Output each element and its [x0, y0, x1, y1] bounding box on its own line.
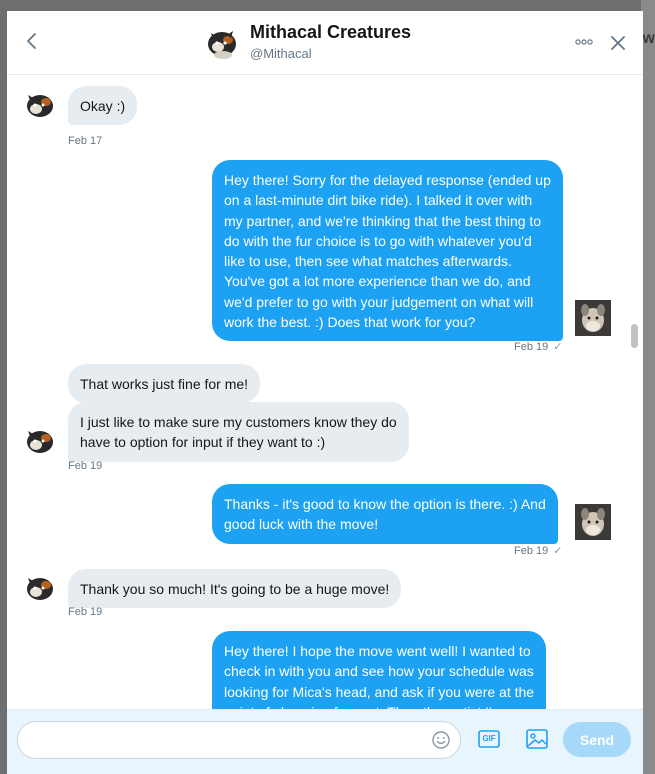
timestamp-text: Feb 19 — [514, 341, 549, 353]
conversation-header — [7, 11, 643, 75]
message-text: Hey there! Sorry for the delayed response (ended up — [224, 172, 551, 188]
add-media-button[interactable] — [525, 728, 549, 750]
header-avatar[interactable] — [203, 23, 241, 61]
avatar[interactable] — [22, 569, 58, 605]
message-text: Hey there! I hope the move went well! I wanted to — [224, 643, 531, 659]
chevron-left-icon — [21, 30, 43, 52]
message-bubble-received[interactable] — [68, 402, 409, 462]
close-button[interactable] — [608, 33, 628, 53]
message-timestamp — [514, 544, 562, 557]
emoji-smile-icon — [431, 730, 451, 750]
scrollbar-thumb[interactable] — [631, 324, 638, 348]
message-text: on a last-minute dirt bike ride). I talked it over with — [224, 192, 533, 209]
message-text: looking for Mica's head, and ask if you were at the — [224, 683, 535, 700]
message-text: good luck with the move! — [224, 516, 379, 533]
background-page-letter: w — [642, 30, 655, 47]
message-text: have to option for input if they want to :) — [80, 434, 326, 451]
send-button[interactable]: Send — [563, 722, 631, 757]
back-button[interactable] — [21, 30, 43, 52]
message-text: That works just fine for me! — [80, 376, 249, 392]
message-composer — [7, 709, 643, 774]
message-text: do with the fur choice is to go with whatever you'd — [224, 232, 532, 249]
close-icon — [608, 33, 628, 53]
message-text: like to use, then see what matches afterwards. — [224, 253, 512, 270]
more-horizontal-icon — [573, 34, 595, 50]
avatar[interactable] — [22, 86, 58, 122]
message-text: we'd prefer to go with your judgement on what will — [224, 293, 534, 310]
message-timestamp: Feb 19 — [68, 606, 103, 618]
avatar[interactable] — [22, 422, 58, 458]
message-bubble-received[interactable] — [68, 364, 260, 403]
conversation-handle: @Mithacal — [250, 46, 312, 61]
gif-label: GIF — [482, 734, 496, 743]
message-timestamp — [514, 340, 562, 353]
message-input[interactable] — [17, 721, 461, 759]
message-text: I just like to make sure my customers know they do — [80, 414, 397, 430]
message-text: work the best. :) Does that work for you? — [224, 314, 476, 331]
read-check-icon: ✓ — [553, 545, 563, 557]
message-bubble-sent[interactable] — [212, 160, 563, 341]
message-text: Thanks - it's good to know the option is there. :) And — [224, 496, 546, 512]
dm-conversation-modal — [7, 11, 643, 774]
message-text: Okay :) — [80, 98, 126, 114]
background-page — [641, 0, 655, 774]
timestamp-text: Feb 19 — [514, 545, 549, 557]
message-text: my partner, and we're thinking that the best thing to — [224, 212, 542, 229]
read-check-icon: ✓ — [553, 341, 563, 353]
own-avatar[interactable] — [575, 300, 611, 336]
message-text: You've got a lot more experience than we do, and — [224, 273, 531, 290]
more-options-button[interactable] — [573, 34, 595, 50]
message-timestamp: Feb 17 — [68, 135, 103, 147]
gif-button[interactable] — [478, 729, 500, 749]
message-bubble-received[interactable] — [68, 86, 137, 125]
own-avatar[interactable] — [575, 504, 611, 540]
message-text: Thank you so much! It's going to be a huge move! — [80, 581, 390, 597]
image-icon — [525, 728, 549, 750]
message-bubble-sent[interactable] — [212, 484, 558, 544]
message-list[interactable] — [7, 76, 643, 709]
message-bubble-received[interactable] — [68, 569, 401, 608]
message-timestamp: Feb 19 — [68, 460, 103, 472]
conversation-name[interactable]: Mithacal Creatures — [250, 22, 412, 42]
message-text: check in with you and see how your schedule was — [224, 663, 534, 680]
emoji-button[interactable] — [431, 730, 451, 750]
